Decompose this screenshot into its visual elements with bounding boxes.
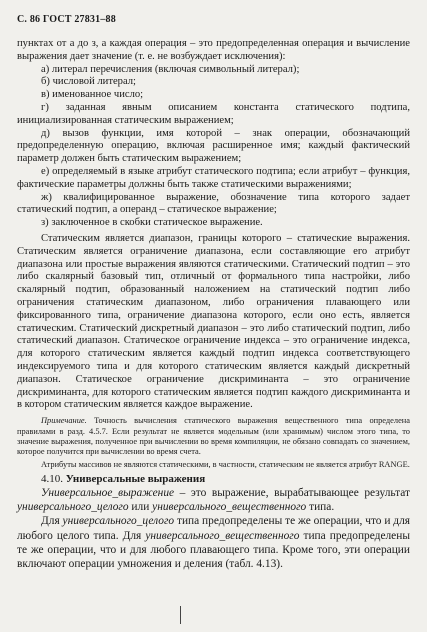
list-item-a: а) литерал перечисления (включая символьный литерал); xyxy=(41,63,300,75)
text-fragment: типа предопределены те же операции, что и для любого целого типа. Для xyxy=(17,515,410,542)
text-fragment: – это выражение, вырабатывающее результат xyxy=(174,486,410,499)
note-paragraph xyxy=(17,416,410,458)
list-item-z: з) заключенное в скобки статическое выражение. xyxy=(41,217,263,229)
term-universal-integer: универсального_целого xyxy=(62,515,175,528)
list-item-g: г) заданная явным описанием константа статического подтипа, инициализированная статическим выражением; xyxy=(17,101,410,126)
intro-text: пунктах от а до з, а каждая операция – это предопределенная операция и вычисление выражения дает значение (т. е. не возбуждает исключения): xyxy=(17,38,410,62)
universal-operations-paragraph xyxy=(17,514,410,571)
section-number: 4.10. xyxy=(41,473,63,486)
list-item-v: в) именованное число; xyxy=(41,89,144,101)
static-definitions-paragraph: Статическим является диапазон, границы которого – статические выражения. Статическим является ограничение диапазона, если составляющие его атрибут диапазона или простые выражения являются статическими. Статический подтип – это либо скалярный базовый тип, отличный от формального типа настройки, либо скалярный подтип, образованный наложением на статический подтип либо ограничения статическим диапазоном, либо ограничения плавающего или фиксированного типа, ограничение диапазона которого, если оно есть, является статическим. Статический дискретный диапазон – это либо статический подтип, либо статический диапазон. Статическое ограничение индекса – это ограничение индекса, для которого статическим является каждый подтип индекса соответствующего индексируемого типа и для которого статическим является каждый дискретный диапазон. Статическое ограничение дискриминанта – это ограничение дискриминанта, для которого статическим является подтип каждого дискриминанта и в котором статическим является каждое выражение. xyxy=(17,232,410,411)
text-fragment: Для xyxy=(41,515,63,528)
term-universal-real: универсального_вещественного xyxy=(145,529,300,542)
note-label: Примечание. xyxy=(41,416,87,426)
note-paragraph-2: Атрибуты массивов не являются статическими, в частности, статическим не является атрибут RANGE. xyxy=(41,459,410,469)
page-header: С. 86 ГОСТ 27831–88 xyxy=(17,14,116,25)
note-text: Точность вычисления статического выражения вещественного типа определена правилами в разд. 4.5.7. Если результат не является модельным (или хранимым) числом этого типа, то значение выражения, полученное при вычислении во время компиляции, не обязано совпадать со значением, которое получится при вычислении во время счета. xyxy=(17,416,410,457)
term-universal-real: универсального_вещественного xyxy=(152,501,307,514)
section-title: Универсальные выражения xyxy=(65,473,206,486)
section-heading xyxy=(17,473,410,486)
list-item-zh: ж) квалифицированное выражение, обозначение типа которого задает статический подтип, а операнд – статическое выражение; xyxy=(17,191,410,216)
term-universal-expression: Универсальное_выражение xyxy=(41,486,175,499)
intro-paragraph xyxy=(17,38,410,64)
term-universal-integer: универсального_целого xyxy=(17,501,129,514)
list-item-d: д) вызов функции, имя которой – знак операции, обозначающий предопределенную операцию, включая расширенное имя; каждый фактический параметр должен быть статическим выражением; xyxy=(17,127,410,165)
text-fragment: типа предопределены те же операции, что и для любого плавающего типа. Кроме того, эти операции включают операции умножения и деления (табл. 4.13). xyxy=(17,529,410,570)
scan-mark xyxy=(180,606,181,624)
universal-definition-paragraph xyxy=(17,486,410,514)
page-body xyxy=(17,38,410,571)
list-item-b: б) числовой литерал; xyxy=(41,76,137,88)
text-fragment: типа. xyxy=(306,501,335,514)
text-fragment: или xyxy=(128,501,153,514)
list-item-e: е) определяемый в языке атрибут статического подтипа; если атрибут – функция, фактические параметры должны быть также статическими выражениями; xyxy=(17,165,410,190)
